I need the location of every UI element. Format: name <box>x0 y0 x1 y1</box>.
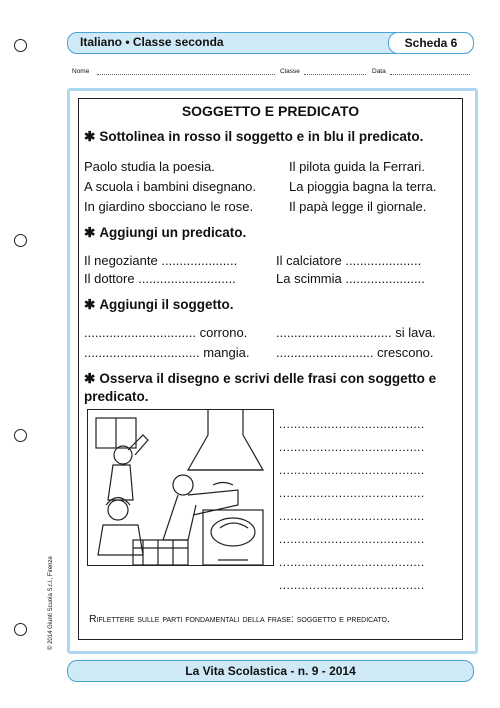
classe-label: Classe <box>280 68 300 75</box>
nome-label: Nome <box>72 68 90 75</box>
answer-line: ....................................... <box>279 486 425 500</box>
answer-line: ....................................... <box>279 463 425 477</box>
data-line <box>390 68 470 75</box>
bullet-icon: ✱ <box>84 129 96 144</box>
predicate-item: Il negoziante ..................... <box>84 253 238 268</box>
instruction-2-text: Aggiungi un predicato. <box>99 225 247 240</box>
nome-line <box>97 68 275 75</box>
footnote: Riflettere sulle parti fondamentali della frase: soggetto e predicato. <box>89 613 390 625</box>
instruction-3 <box>84 297 234 313</box>
illustration-svg <box>88 410 273 565</box>
instruction-3-text: Aggiungi il soggetto. <box>99 297 234 312</box>
sentence: Paolo studia la poesia. <box>84 159 215 174</box>
sentence: In giardino sbocciano le rose. <box>84 199 254 214</box>
worksheet-panel <box>67 88 478 654</box>
binder-hole-4 <box>14 623 27 636</box>
sentence: Il papà legge il giornale. <box>289 199 427 214</box>
scheda-label: Scheda 6 <box>388 32 474 54</box>
bullet-icon: ✱ <box>84 225 96 240</box>
answer-line: ....................................... <box>279 417 425 431</box>
subject-item: ........................... crescono. <box>276 345 434 360</box>
header-bar <box>67 32 474 54</box>
subject-item: ................................ si lava. <box>276 325 436 340</box>
sentence: Il pilota guida la Ferrari. <box>289 159 425 174</box>
instruction-2 <box>84 225 246 241</box>
kitchen-illustration <box>87 409 274 566</box>
subject-item: ............................... corrono. <box>84 325 248 340</box>
bullet-icon: ✱ <box>84 371 96 386</box>
binder-hole-3 <box>14 429 27 442</box>
worksheet-content <box>78 98 463 640</box>
instruction-4 <box>84 371 436 387</box>
predicate-item: Il dottore ........................... <box>84 271 236 286</box>
answer-line: ....................................... <box>279 555 425 569</box>
binder-hole-1 <box>14 39 27 52</box>
instruction-4-text: Osserva il disegno e scrivi delle frasi con soggetto e <box>99 371 437 386</box>
binder-hole-2 <box>14 234 27 247</box>
sentence: La pioggia bagna la terra. <box>289 179 437 194</box>
header-title: Italiano • Classe seconda <box>80 35 224 49</box>
predicate-item: La scimmia ...................... <box>276 271 425 286</box>
predicate-item: Il calciatore ..................... <box>276 253 422 268</box>
instruction-4-line2: predicato. <box>84 389 149 404</box>
sentence: A scuola i bambini disegnano. <box>84 179 257 194</box>
data-label: Data <box>372 68 386 75</box>
bullet-icon: ✱ <box>84 297 96 312</box>
subject-item: ................................ mangia. <box>84 345 250 360</box>
answer-line: ....................................... <box>279 509 425 523</box>
answer-line: ....................................... <box>279 532 425 546</box>
copyright: © 2014 Giunti Scuola S.r.l., Firenze <box>48 556 54 650</box>
instruction-1-text: Sottolinea in rosso il soggetto e in blu il predicato. <box>99 129 424 144</box>
instruction-1 <box>84 129 423 145</box>
worksheet-title: SOGGETTO E PREDICATO <box>181 103 360 119</box>
footer-bar: La Vita Scolastica - n. 9 - 2014 <box>67 660 474 682</box>
classe-line <box>304 68 366 75</box>
answer-line: ....................................... <box>279 440 425 454</box>
answer-line: ....................................... <box>279 578 425 592</box>
